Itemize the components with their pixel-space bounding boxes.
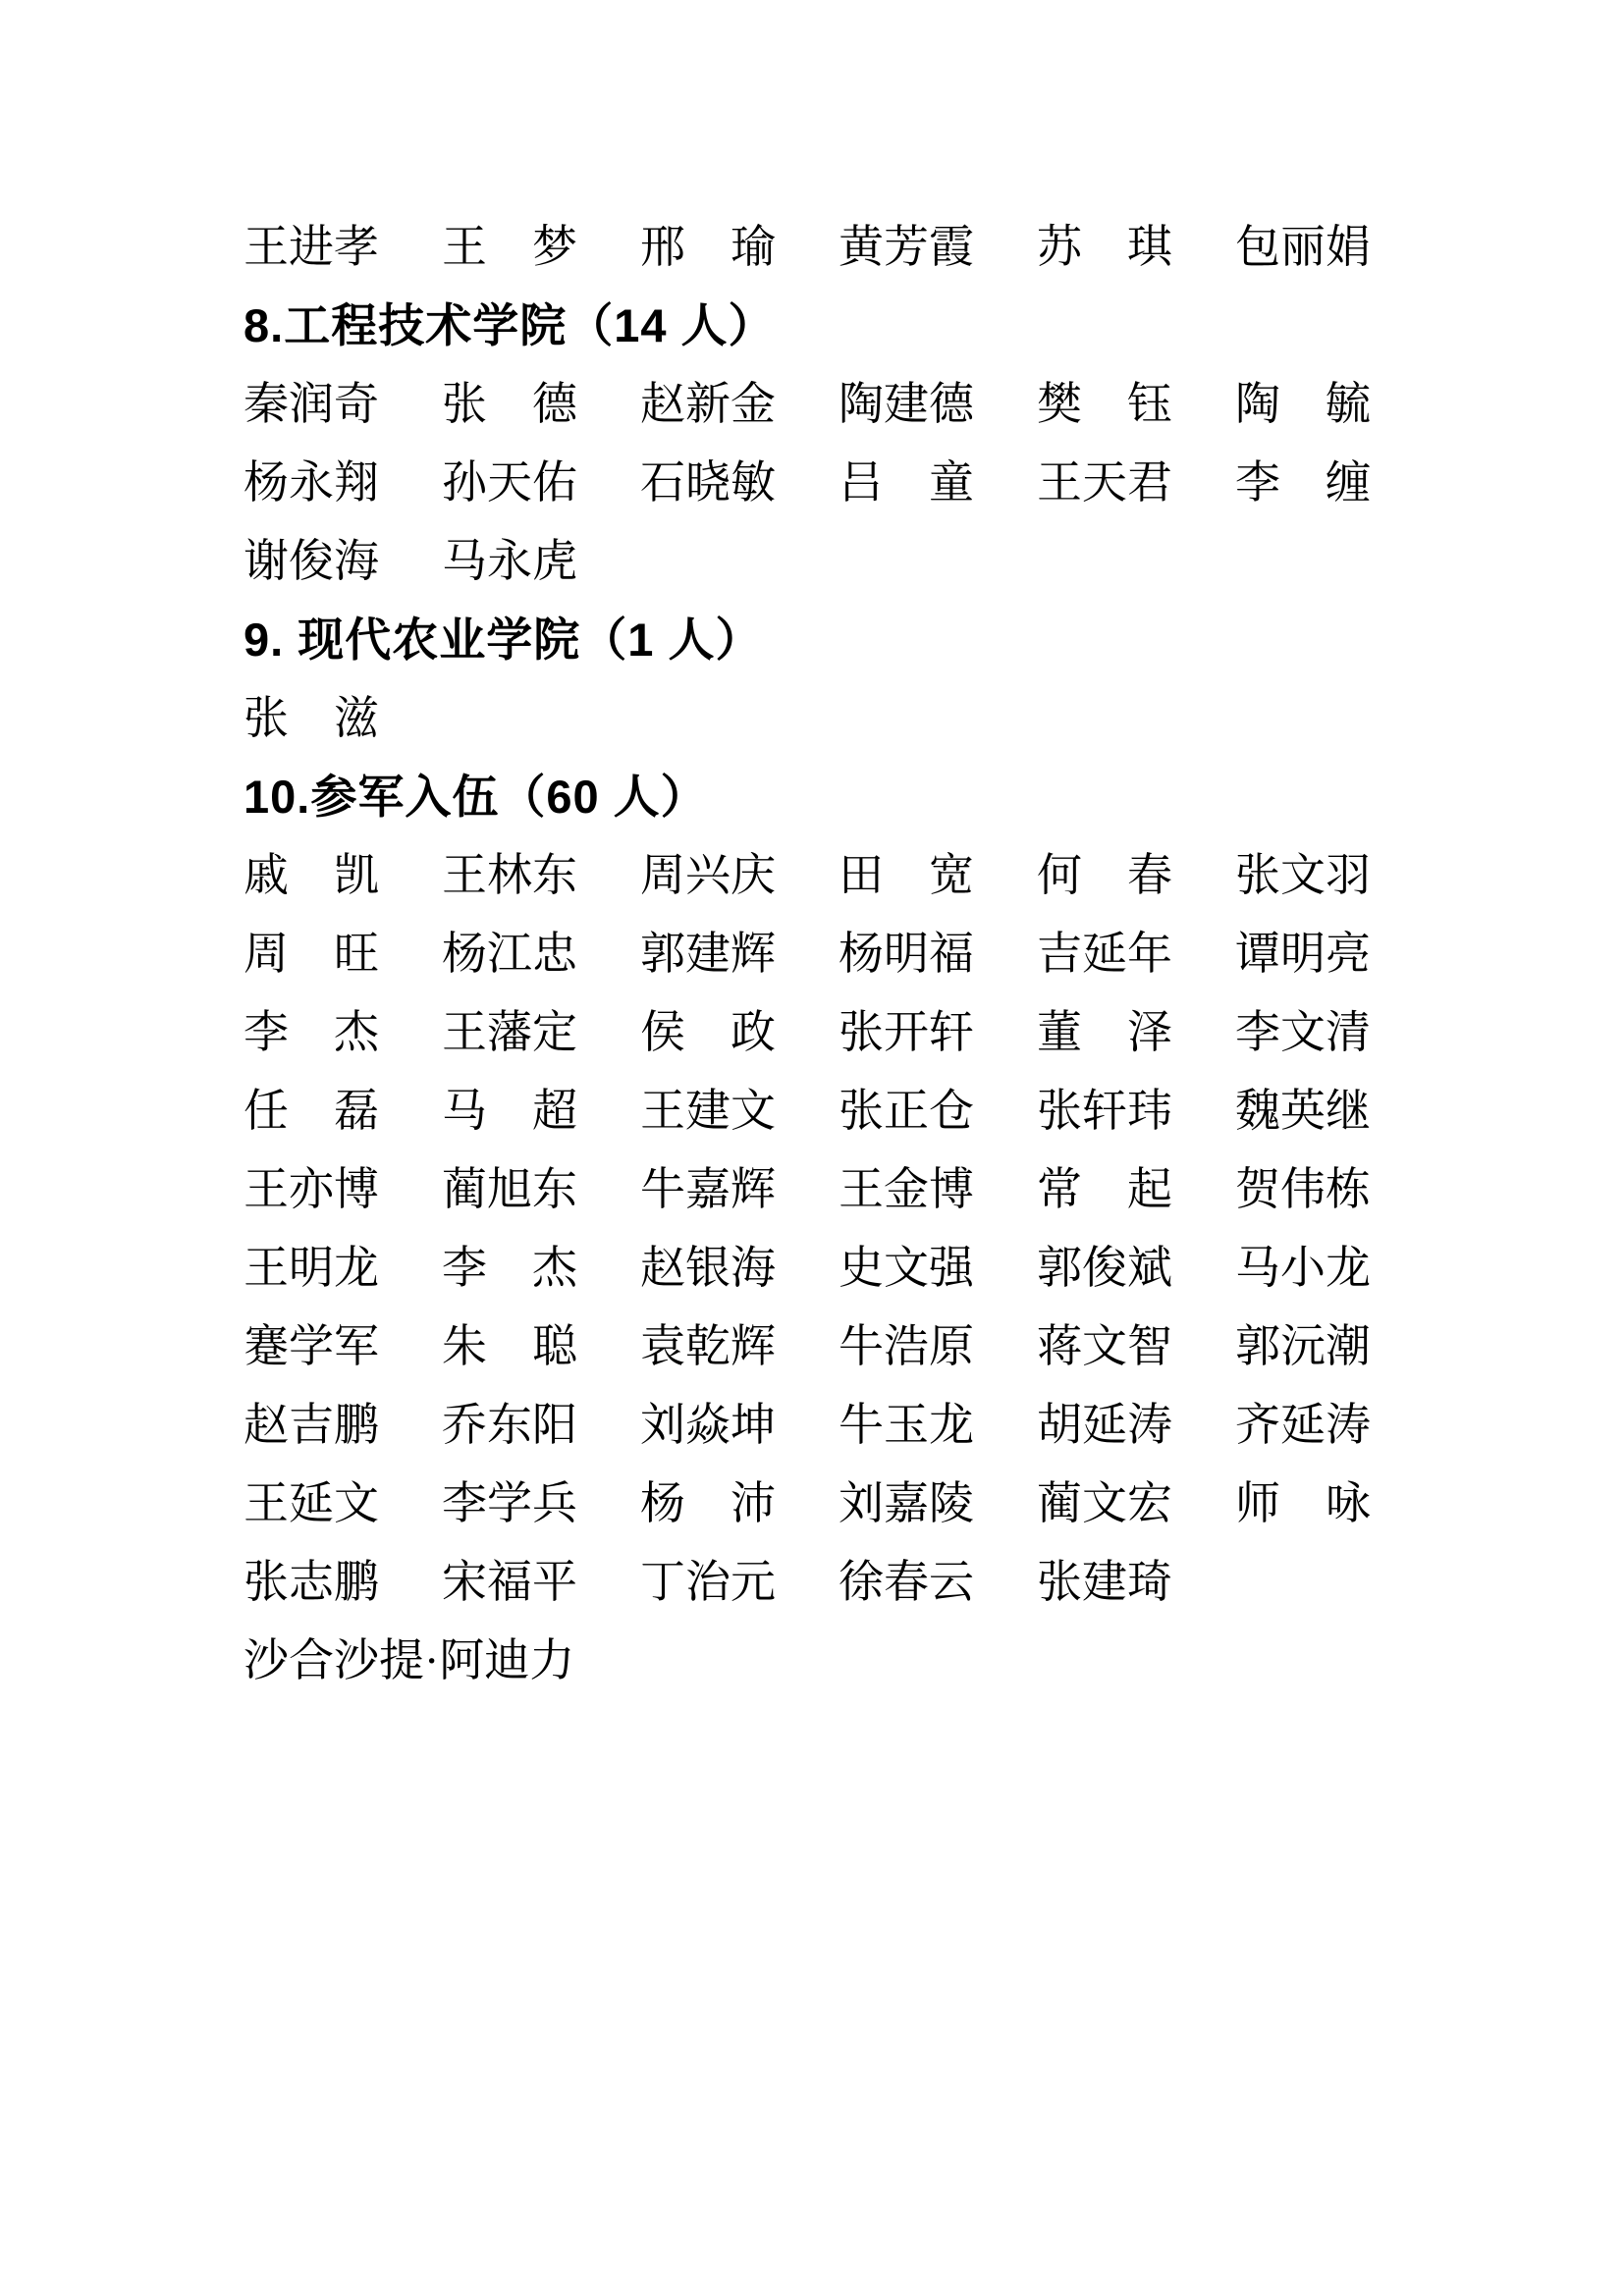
person-name: 王亦博 — [244, 1164, 379, 1214]
person-name: 蹇学军 — [244, 1321, 379, 1371]
person-name: 孙天佑 — [442, 457, 577, 507]
person-name: 邢 瑜 — [640, 222, 776, 272]
person-name: 王明龙 — [244, 1243, 379, 1293]
person-name: 杨永翔 — [244, 457, 379, 507]
person-name: 蔺旭东 — [442, 1164, 577, 1214]
person-name: 谢俊海 — [244, 536, 379, 586]
person-name: 沙合沙提·阿迪力 — [244, 1635, 575, 1685]
person-name: 刘嘉陵 — [839, 1478, 974, 1528]
person-name: 张志鹏 — [244, 1557, 379, 1607]
person-name: 牛浩原 — [839, 1321, 974, 1371]
person-name: 张 德 — [442, 379, 577, 429]
person-name: 吕 童 — [839, 457, 974, 507]
person-name: 董 泽 — [1037, 1007, 1172, 1057]
person-name: 王延文 — [244, 1478, 379, 1528]
person-name: 魏英继 — [1235, 1086, 1371, 1136]
section-header-10: 10.参军入伍（60 人） — [244, 771, 708, 823]
person-name: 杨明福 — [839, 929, 974, 979]
person-name: 齐延涛 — [1235, 1400, 1371, 1450]
person-name: 王林东 — [442, 850, 577, 900]
person-name: 陶 毓 — [1235, 379, 1371, 429]
document-content — [244, 208, 1422, 1700]
person-name: 赵银海 — [640, 1243, 776, 1293]
person-name: 史文强 — [839, 1243, 974, 1293]
person-name: 王金博 — [839, 1164, 974, 1214]
person-name: 赵新金 — [640, 379, 776, 429]
person-name: 胡延涛 — [1037, 1400, 1172, 1450]
names-row — [244, 1386, 1422, 1465]
person-name: 赵吉鹏 — [244, 1400, 379, 1450]
person-name: 杨江忠 — [442, 929, 577, 979]
person-name: 张建琦 — [1037, 1557, 1172, 1607]
person-name: 樊 钰 — [1037, 379, 1172, 429]
person-name: 郭沅潮 — [1235, 1321, 1371, 1371]
person-name: 马永虎 — [442, 536, 577, 586]
person-name: 周 旺 — [244, 929, 379, 979]
person-name: 郭俊斌 — [1037, 1243, 1172, 1293]
person-name: 石晓敏 — [640, 457, 776, 507]
names-row — [244, 1308, 1422, 1386]
person-name: 张开轩 — [839, 1007, 974, 1057]
person-name: 张正仓 — [839, 1086, 974, 1136]
names-row — [244, 444, 1422, 522]
names-row — [244, 1622, 1422, 1700]
person-name: 贺伟栋 — [1235, 1164, 1371, 1214]
person-name: 张轩玮 — [1037, 1086, 1172, 1136]
person-name: 徐春云 — [839, 1557, 974, 1607]
person-name: 李 杰 — [442, 1243, 577, 1293]
person-name: 刘焱坤 — [640, 1400, 776, 1450]
section-header-8: 8.工程技术学院（14 人） — [244, 299, 776, 351]
person-name: 王进孝 — [244, 222, 379, 272]
person-name: 黄芳霞 — [839, 222, 974, 272]
person-name: 郭建辉 — [640, 929, 776, 979]
person-name: 何 春 — [1037, 850, 1172, 900]
person-name: 蒋文智 — [1037, 1321, 1172, 1371]
person-name: 李 缠 — [1235, 457, 1371, 507]
person-name: 包丽娟 — [1235, 222, 1371, 272]
person-name: 谭明亮 — [1235, 929, 1371, 979]
person-name: 王藩定 — [442, 1007, 577, 1057]
names-row — [244, 1150, 1422, 1229]
names-row — [244, 1072, 1422, 1150]
person-name: 任 磊 — [244, 1086, 379, 1136]
person-name: 王建文 — [640, 1086, 776, 1136]
person-name: 王天君 — [1037, 457, 1172, 507]
person-name: 李 杰 — [244, 1007, 379, 1057]
person-name: 陶建德 — [839, 379, 974, 429]
person-name: 乔东阳 — [442, 1400, 577, 1450]
person-name: 侯 政 — [640, 1007, 776, 1057]
person-name: 吉延年 — [1037, 929, 1172, 979]
names-row — [244, 915, 1422, 993]
person-name: 袁乾辉 — [640, 1321, 776, 1371]
person-name: 秦润奇 — [244, 379, 379, 429]
person-name: 李文清 — [1235, 1007, 1371, 1057]
person-name: 马 超 — [442, 1086, 577, 1136]
person-name: 戚 凯 — [244, 850, 379, 900]
person-name: 马小龙 — [1235, 1243, 1371, 1293]
person-name: 王 梦 — [442, 222, 577, 272]
person-name: 周兴庆 — [640, 850, 776, 900]
person-name: 宋福平 — [442, 1557, 577, 1607]
names-row — [244, 208, 1422, 287]
person-name: 李学兵 — [442, 1478, 577, 1528]
person-name: 丁治元 — [640, 1557, 776, 1607]
person-name: 朱 聪 — [442, 1321, 577, 1371]
person-name: 牛嘉辉 — [640, 1164, 776, 1214]
person-name: 常 起 — [1037, 1164, 1172, 1214]
names-row — [244, 993, 1422, 1072]
person-name: 牛玉龙 — [839, 1400, 974, 1450]
names-row — [244, 1543, 1422, 1622]
names-row — [244, 836, 1422, 915]
names-row — [244, 365, 1422, 444]
person-name: 张 滋 — [244, 693, 379, 743]
person-name: 蔺文宏 — [1037, 1478, 1172, 1528]
person-name: 张文羽 — [1235, 850, 1371, 900]
names-row — [244, 679, 1422, 758]
names-row — [244, 1229, 1422, 1308]
person-name: 杨 沛 — [640, 1478, 776, 1528]
section-header-9: 9. 现代农业学院（1 人） — [244, 614, 763, 666]
person-name: 田 宽 — [839, 850, 974, 900]
person-name: 师 咏 — [1235, 1478, 1371, 1528]
names-row — [244, 1465, 1422, 1543]
person-name: 苏 琪 — [1037, 222, 1172, 272]
names-row — [244, 522, 1422, 601]
